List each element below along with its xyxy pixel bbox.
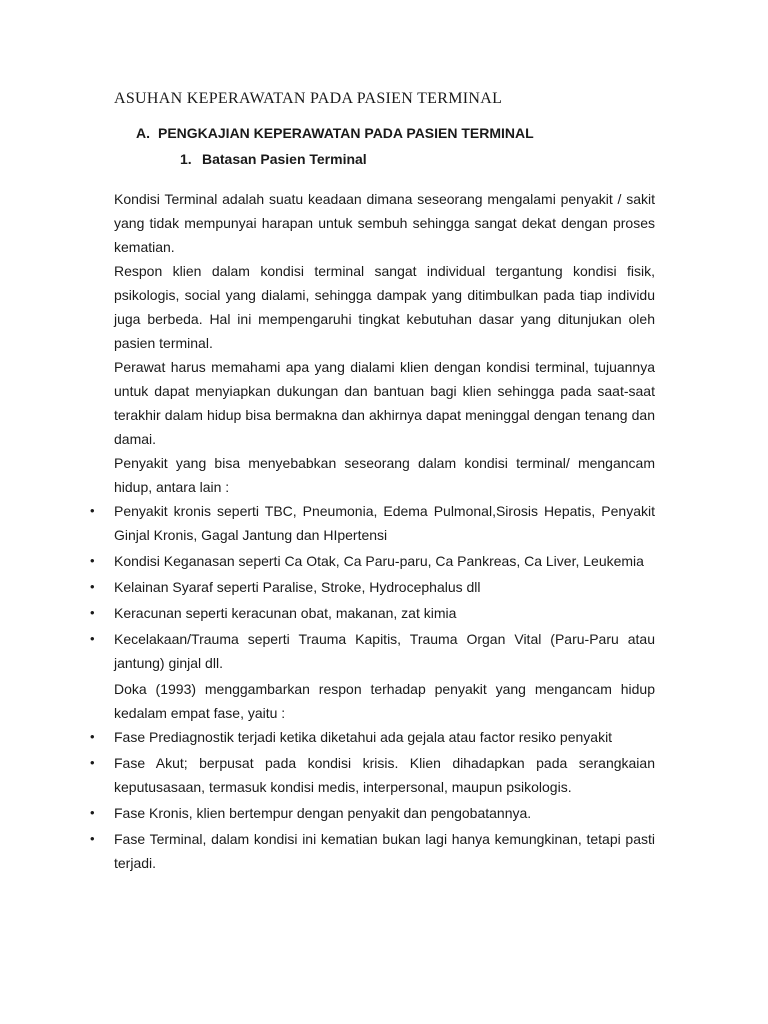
body-text xyxy=(90,187,655,877)
bullet-icon: • xyxy=(90,805,95,820)
subsection-heading xyxy=(180,151,367,167)
bullet-icon: • xyxy=(90,755,95,770)
list-item-text: Fase Terminal, dalam kondisi ini kematian bukan lagi hanya kemungkinan, tetapi pasti terjadi. xyxy=(114,831,655,871)
document-title: ASUHAN KEPERAWATAN PADA PASIEN TERMINAL xyxy=(114,90,503,107)
bullet-icon: • xyxy=(90,553,95,568)
list-item xyxy=(90,751,655,799)
paragraph: Penyakit yang bisa menyebabkan seseorang dalam kondisi terminal/ mengancam hidup, antara lain : xyxy=(114,455,655,495)
list-item xyxy=(90,627,655,675)
paragraph: Kondisi Terminal adalah suatu keadaan dimana seseorang mengalami penyakit / sakit yang tidak mempunyai harapan untuk sembuh sehingga sangat dekat dengan proses kematian. xyxy=(114,191,655,255)
list-item xyxy=(90,499,655,547)
section-number: A. xyxy=(136,125,150,141)
disease-list xyxy=(90,499,655,675)
bullet-icon: • xyxy=(90,503,95,518)
list-item xyxy=(90,725,655,749)
list-item-text: Fase Prediagnostik terjadi ketika diketahui ada gejala atau factor resiko penyakit xyxy=(114,729,613,745)
list-item-text: Fase Kronis, klien bertempur dengan penyakit dan pengobatannya. xyxy=(114,805,532,821)
subsection-title: Batasan Pasien Terminal xyxy=(202,151,367,167)
list-item-text: Keracunan seperti keracunan obat, makanan, zat kimia xyxy=(114,605,457,621)
list-item-text: Kelainan Syaraf seperti Paralise, Stroke, Hydrocephalus dll xyxy=(114,579,481,595)
list-item-text: Kecelakaan/Trauma seperti Trauma Kapitis, Trauma Organ Vital (Paru-Paru atau jantung) ginjal dll. xyxy=(114,631,655,671)
subsection-number: 1. xyxy=(180,151,192,167)
list-item xyxy=(90,801,655,825)
bullet-icon: • xyxy=(90,831,95,846)
list-item-text: Penyakit kronis seperti TBC, Pneumonia, Edema Pulmonal,Sirosis Hepatis, Penyakit Ginjal Kronis, Gagal Jantung dan HIpertensi xyxy=(114,503,655,543)
list-item xyxy=(90,601,655,625)
paragraph: Respon klien dalam kondisi terminal sangat individual tergantung kondisi fisik, psikologis, social yang dialami, sehingga dampak yang ditimbulkan pada tiap individu juga berbeda. Hal ini mempengaruhi tingkat kebutuhan dasar yang ditunjukan oleh pasien terminal. xyxy=(114,263,655,351)
list-item xyxy=(90,549,655,573)
phase-list xyxy=(90,725,655,875)
list-item xyxy=(90,827,655,875)
section-title: PENGKAJIAN KEPERAWATAN PADA PASIEN TERMINAL xyxy=(158,125,534,141)
bullet-icon: • xyxy=(90,605,95,620)
bullet-icon: • xyxy=(90,631,95,646)
bullet-icon: • xyxy=(90,729,95,744)
list-item xyxy=(90,575,655,599)
paragraph: Doka (1993) menggambarkan respon terhadap penyakit yang mengancam hidup kedalam empat fase, yaitu : xyxy=(114,681,655,721)
paragraph: Perawat harus memahami apa yang dialami klien dengan kondisi terminal, tujuannya untuk dapat menyiapkan dukungan dan bantuan bagi klien sehingga pada saat-saat terakhir dalam hidup bisa bermakna dan akhirnya dapat meninggal dengan tenang dan damai. xyxy=(114,359,655,447)
bullet-icon: • xyxy=(90,579,95,594)
list-item-text: Fase Akut; berpusat pada kondisi krisis. Klien dihadapkan pada serangkaian keputusasaan, termasuk kondisi medis, interpersonal, maupun psikologis. xyxy=(114,755,655,795)
list-item-text: Kondisi Keganasan seperti Ca Otak, Ca Paru-paru, Ca Pankreas, Ca Liver, Leukemia xyxy=(114,553,644,569)
section-heading xyxy=(136,125,534,141)
